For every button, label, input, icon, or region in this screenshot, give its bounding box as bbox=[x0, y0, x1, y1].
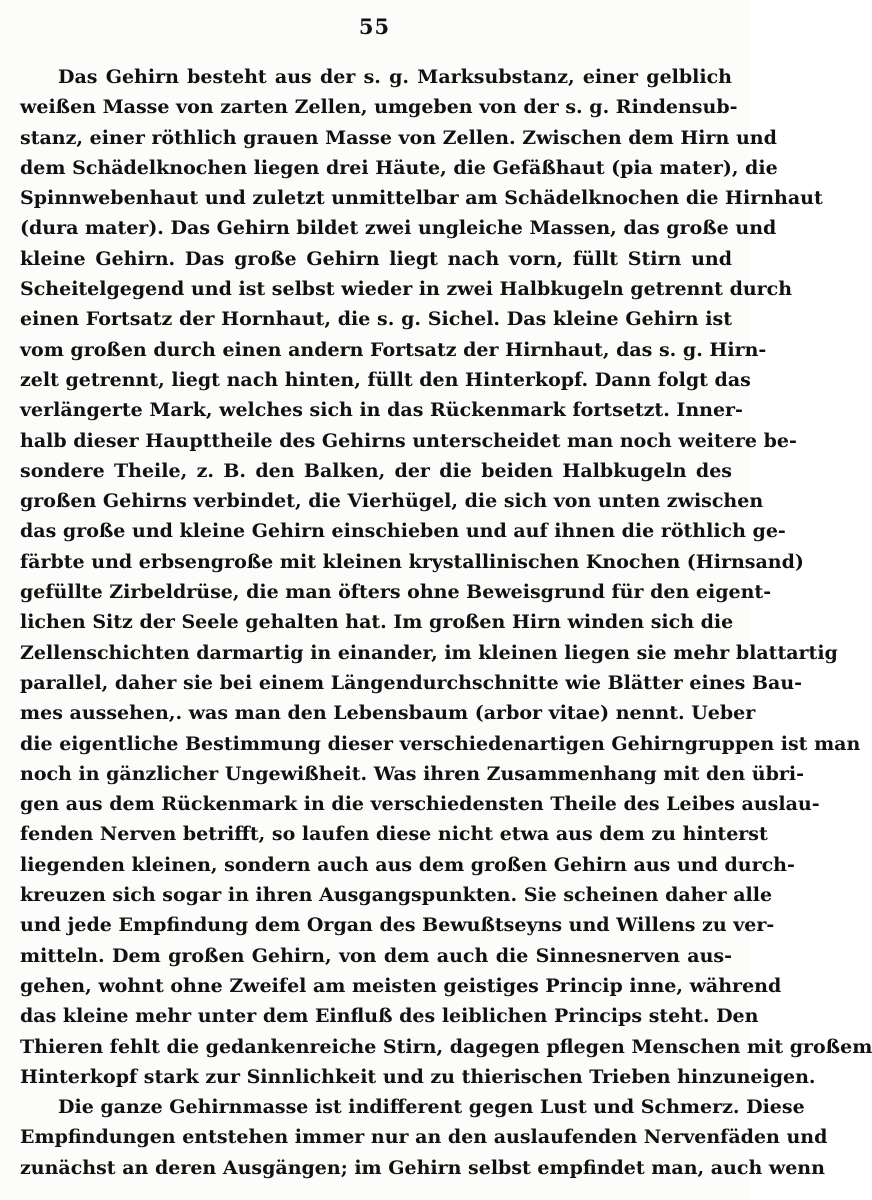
text-line: gehen, wohnt ohne Zweifel am meisten geistiges Princip inne, während bbox=[20, 974, 782, 997]
body-text bbox=[20, 62, 872, 1183]
text-line: dem Schädelknochen liegen drei Häute, die Gefäßhaut (pia mater), die bbox=[20, 156, 778, 179]
text-line: halb dieser Haupttheile des Gehirns unterscheidet man noch weitere be- bbox=[20, 429, 797, 452]
text-line: gefüllte Zirbeldrüse, die man öfters ohne Beweisgrund für den eigent- bbox=[20, 581, 772, 604]
text-line: und jede Empfindung dem Organ des Bewußtseyns und Willens zu ver- bbox=[20, 914, 775, 937]
text-line: mitteln. Dem großen Gehirn, von dem auch die Sinnesnerven aus- bbox=[20, 944, 732, 967]
text-line: stanz, einer röthlich grauen Masse von Zellen. Zwischen dem Hirn und bbox=[20, 126, 777, 149]
text-line: zelt getrennt, liegt nach hinten, füllt den Hinterkopf. Dann folgt das bbox=[20, 368, 751, 391]
text-line: gen aus dem Rückenmark in die verschiedensten Theile des Leibes auslau- bbox=[20, 793, 820, 816]
text-line: weißen Masse von zarten Zellen, umgeben von der s. g. Rindensub- bbox=[20, 96, 738, 119]
text-line: liegenden kleinen, sondern auch aus dem großen Gehirn aus und durch- bbox=[20, 853, 795, 876]
text-line: verlängerte Mark, welches sich in das Rückenmark fortsetzt. Inner- bbox=[20, 399, 743, 422]
text-line: sondere Theile, z. B. den Balken, der die beiden Halbkugeln des bbox=[20, 459, 732, 482]
text-line: noch in gänzlicher Ungewißheit. Was ihren Zusammenhang mit den übri- bbox=[20, 762, 804, 785]
text-line: Die ganze Gehirnmasse ist indifferent gegen Lust und Schmerz. Diese bbox=[58, 1096, 805, 1119]
text-line: mes aussehen,. was man den Lebensbaum (arbor vitae) nennt. Ueber bbox=[20, 702, 756, 725]
text-line: (dura mater). Das Gehirn bildet zwei ungleiche Massen, das große und bbox=[20, 217, 777, 240]
text-line: kreuzen sich sogar in ihren Ausgangspunkten. Sie scheinen daher alle bbox=[20, 884, 773, 907]
text-line: Scheitelgegend und ist selbst wieder in zwei Halbkugeln getrennt durch bbox=[20, 278, 793, 301]
page-number: 55 bbox=[358, 14, 391, 39]
text-line: das kleine mehr unter dem Einfluß des leiblichen Princips steht. Den bbox=[20, 1005, 759, 1028]
text-line: Hinterkopf stark zur Sinnlichkeit und zu thierischen Trieben hinzuneigen. bbox=[20, 1065, 816, 1088]
text-line: Das Gehirn besteht aus der s. g. Marksubstanz, einer gelblich bbox=[58, 66, 732, 88]
text-line: lichen Sitz der Seele gehalten hat. Im großen Hirn winden sich die bbox=[20, 611, 734, 634]
text-line: einen Fortsatz der Hornhaut, die s. g. Sichel. Das kleine Gehirn ist bbox=[20, 308, 732, 331]
text-line: Spinnwebenhaut und zuletzt unmittelbar am Schädelknochen die Hirnhaut bbox=[20, 187, 823, 210]
text-line: zunächst an deren Ausgängen; im Gehirn selbst empfindet man, auch wenn bbox=[20, 1156, 825, 1179]
text-line: die eigentliche Bestimmung dieser verschiedenartigen Gehirngruppen ist man bbox=[20, 732, 861, 755]
text-line: färbte und erbsengroße mit kleinen krystallinischen Knochen (Hirnsand) bbox=[20, 550, 804, 573]
text-line: Empfindungen entstehen immer nur an den auslaufenden Nervenfäden und bbox=[20, 1126, 828, 1149]
text-line: fenden Nerven betrifft, so laufen diese nicht etwa aus dem zu hinterst bbox=[20, 823, 768, 846]
text-line: das große und kleine Gehirn einschieben und auf ihnen die röthlich ge- bbox=[20, 520, 786, 543]
text-line: Thieren fehlt die gedankenreiche Stirn, dagegen pflegen Menschen mit großem bbox=[20, 1035, 872, 1058]
paragraph bbox=[20, 62, 872, 1092]
text-line: Zellenschichten darmartig in einander, im kleinen liegen sie mehr blattartig bbox=[20, 641, 838, 664]
paragraph bbox=[20, 1092, 828, 1183]
text-line: parallel, daher sie bei einem Längendurchschnitte wie Blätter eines Bau- bbox=[20, 671, 803, 694]
text-line: kleine Gehirn. Das große Gehirn liegt nach vorn, füllt Stirn und bbox=[20, 247, 732, 270]
text-line: vom großen durch einen andern Fortsatz der Hirnhaut, das s. g. Hirn- bbox=[20, 338, 767, 361]
text-line: großen Gehirns verbindet, die Vierhügel, die sich von unten zwischen bbox=[20, 490, 764, 513]
